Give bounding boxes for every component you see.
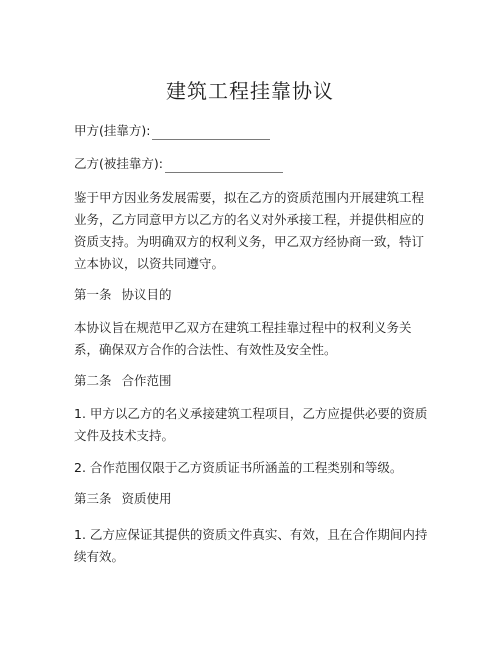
party-b-label: 乙方(被挂靠方): (74, 156, 163, 171)
article-2-item-1: 1. 甲方以乙方的名义承接建筑工程项目，乙方应提供必要的资质文件及技术支持。 (74, 406, 428, 443)
article-2-number: 第二条 (74, 373, 112, 388)
party-a-blank-line (152, 125, 270, 140)
article-1-heading (74, 286, 172, 304)
article-3-title: 资质使用 (121, 491, 172, 506)
party-b-field (74, 155, 283, 173)
party-a-field (74, 122, 270, 140)
party-b-blank-line (165, 158, 283, 173)
document-title: 建筑工程挂靠协议 (166, 79, 334, 103)
article-3-number: 第三条 (74, 491, 112, 506)
article-1-title: 协议目的 (121, 287, 172, 302)
article-2-heading (74, 372, 172, 390)
article-1-body: 本协议旨在规范甲乙双方在建筑工程挂靠过程中的权利义务关系，确保双方合作的合法性、有效性及安全性。 (74, 320, 412, 357)
article-3-item-1: 1. 乙方应保证其提供的资质文件真实、有效，且在合作期间内持续有效。 (74, 527, 428, 564)
article-1-number: 第一条 (74, 287, 112, 302)
article-2-title: 合作范围 (121, 373, 172, 388)
article-3-heading (74, 490, 172, 508)
preamble-paragraph: 鉴于甲方因业务发展需要，拟在乙方的资质范围内开展建筑工程业务，乙方同意甲方以乙方的名义对外承接工程，并提供相应的资质支持。为明确双方的权利义务，甲乙双方经协商一致，特订立本协议，以资共同遵守。 (74, 190, 425, 271)
article-2-item-2: 2. 合作范围仅限于乙方资质证书所涵盖的工程类别和等级。 (74, 460, 403, 475)
party-a-label: 甲方(挂靠方): (74, 123, 151, 138)
